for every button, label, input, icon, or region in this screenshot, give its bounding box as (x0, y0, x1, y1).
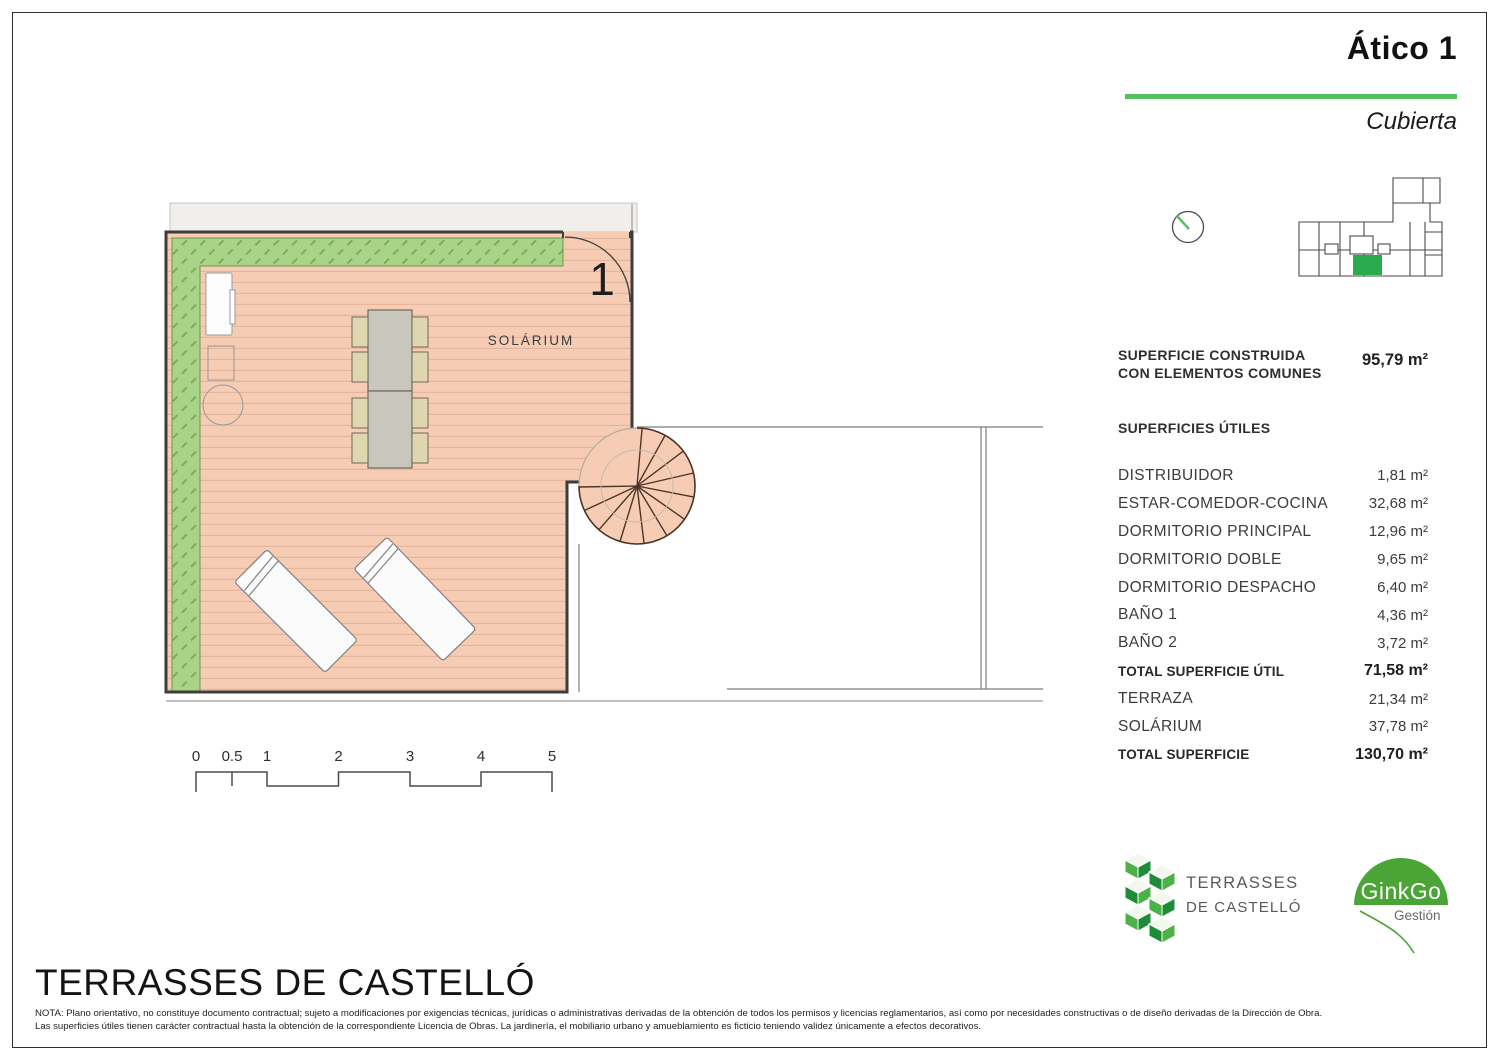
terrasses-cubes-icon (1118, 848, 1184, 946)
surface-row (1118, 518, 1428, 546)
scale-label: 5 (547, 748, 557, 765)
surface-row-label: ESTAR-COMEDOR-COCINA (1118, 494, 1329, 512)
surface-row-value: 4,36 m² (1377, 606, 1428, 624)
surface-row-label: DORMITORIO DESPACHO (1118, 578, 1317, 596)
unit-number-label: 1 (589, 253, 615, 305)
surface-row (1118, 462, 1428, 490)
surface-row-label: DORMITORIO PRINCIPAL (1118, 522, 1312, 540)
scale-label: 4 (476, 748, 486, 765)
surface-row (1118, 546, 1428, 574)
scale-label: 1 (262, 748, 272, 765)
ginkgo-name: GinkGo (1360, 878, 1442, 904)
surface-row (1118, 574, 1428, 602)
unit-title: Ático 1 (1346, 30, 1457, 66)
spiral-staircase (579, 428, 695, 544)
terrasses-logo (1118, 848, 1348, 948)
surface-row-value: 130,70 m² (1355, 745, 1428, 763)
built-surface-value: 95,79 m² (1361, 351, 1428, 369)
surface-row-label: TOTAL SUPERFICIE (1118, 747, 1250, 763)
outdoor-cabinet (206, 273, 235, 335)
surface-row (1118, 601, 1428, 629)
title-accent-line (1125, 94, 1457, 99)
surface-row-value: 6,40 m² (1377, 579, 1428, 596)
useful-surfaces-header: SUPERFICIES ÚTILES (1118, 420, 1271, 436)
surface-row-label: SOLÁRIUM (1118, 717, 1203, 735)
surface-row-value: 9,65 m² (1377, 551, 1428, 569)
surface-row-label: DISTRIBUIDOR (1118, 466, 1234, 484)
surface-row-value: 71,58 m² (1363, 662, 1428, 680)
surface-row-label: TERRAZA (1118, 690, 1194, 708)
surface-row-label: DORMITORIO DOBLE (1118, 550, 1282, 568)
surface-row (1118, 685, 1428, 713)
surface-row-value: 1,81 m² (1377, 467, 1428, 485)
scale-label: 0 (191, 748, 201, 765)
scale-label: 0.5 (221, 748, 243, 765)
surface-row (1118, 629, 1428, 657)
surface-row-value: 21,34 m² (1368, 690, 1428, 708)
surface-row (1118, 741, 1428, 769)
built-surface-label: SUPERFICIE CONSTRUIDA CON ELEMENTOS COMUNES (1118, 347, 1322, 382)
floor-plan (150, 195, 1050, 715)
terrasses-logo-text: TERRASSES DE CASTELLÓ (1186, 874, 1302, 916)
surface-row (1118, 713, 1428, 741)
ginkgo-swoosh-icon (1352, 907, 1462, 962)
surfaces-table (1118, 462, 1428, 769)
highlighted-unit (1353, 255, 1382, 275)
scale-label: 2 (334, 748, 343, 765)
scale-label: 3 (405, 748, 415, 765)
surface-row-value: 32,68 m² (1368, 495, 1428, 513)
surface-row-label: BAÑO 1 (1118, 606, 1178, 624)
ginkgo-subtitle: Gestión (1394, 908, 1441, 923)
surface-row-value: 12,96 m² (1368, 523, 1428, 541)
built-surface-block (1118, 346, 1428, 383)
surface-row-value: 37,78 m² (1368, 718, 1428, 736)
building-footprint (1299, 178, 1442, 276)
surface-row-label: TOTAL SUPERFICIE ÚTIL (1118, 663, 1285, 679)
north-compass-icon (1173, 212, 1204, 243)
project-title: TERRASSES DE CASTELLÓ (35, 962, 535, 1003)
scale-bar (180, 748, 570, 800)
floor-subtitle: Cubierta (1366, 108, 1457, 135)
ginkgo-logo (1352, 852, 1462, 962)
key-plan (1140, 170, 1470, 310)
surface-row (1118, 490, 1428, 518)
surface-row-label: BAÑO 2 (1118, 634, 1178, 652)
dining-table (368, 310, 412, 468)
solarium-label: SOLÁRIUM (487, 333, 575, 348)
roof-edge-band (170, 203, 637, 232)
surface-row-value: 3,72 m² (1377, 634, 1428, 652)
surface-row (1118, 657, 1428, 685)
legal-notes (35, 1007, 1322, 1033)
note-line-2: Las superficies útiles tienen carácter contractual hasta la obtención de la correspondiente Licencia de Obras. La jardinería, el mobiliario urbano y amueblamiento es ficticio teniendo validez únicamente a efectos decorativos. (35, 1021, 982, 1032)
note-line-1: NOTA: Plano orientativo, no constituye documento contractual; sujeto a modificaciones por exigencias técnicas, jurídicas o administrativas derivadas de la obtención de todos los permisos y licencias reglamentarios, así como por necesidades constructivas o de diseño derivadas de la Dirección de Obra. (35, 1008, 1323, 1019)
